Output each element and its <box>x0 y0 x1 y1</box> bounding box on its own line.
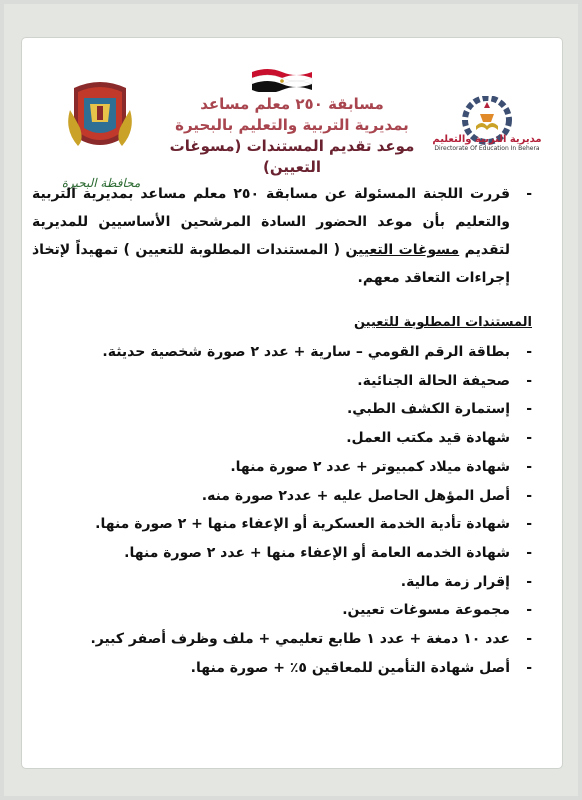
bullet-dash: - <box>526 186 532 202</box>
bullet-dash: - <box>526 659 532 676</box>
intro-paragraph <box>32 180 532 292</box>
education-directorate-logo-icon <box>432 96 542 166</box>
bullet-dash: - <box>526 544 532 561</box>
section-title: المستندات المطلوبة للتعيين <box>353 315 532 330</box>
bullet-dash: - <box>526 430 532 447</box>
list-item: - إستمارة الكشف الطبي. <box>32 395 532 424</box>
announcement-card <box>22 38 562 768</box>
announcement-title <box>142 94 442 178</box>
bullet-dash: - <box>526 631 532 648</box>
intro-text-part2: ( المستندات المطلوبة للتعيين ) تمهيداً لإتخاذ إجراءات التعاقد معهم. <box>32 242 510 286</box>
list-item: - أصل المؤهل الحاصل عليه + عدد٢ صورة منه. <box>32 482 532 511</box>
bullet-dash: - <box>526 516 532 533</box>
bullet-dash: - <box>526 573 532 590</box>
title-line-2: بمديرية التربية والتعليم بالبحيرة <box>175 116 409 134</box>
list-item: - شهادة ميلاد كمبيوتر + عدد ٢ صورة منها. <box>32 453 532 482</box>
list-item: - شهادة الخدمه العامة أو الإعفاء منها + عدد ٢ صورة منها. <box>32 539 532 568</box>
announcement-body <box>32 180 532 682</box>
list-item: - شهادة تأدية الخدمة العسكرية أو الإعفاء منها + ٢ صورة منها. <box>32 510 532 539</box>
beheira-governorate-caption: محافظة البحيرة <box>61 176 141 190</box>
intro-text-part1: قررت اللجنة المسئولة عن مسابقة ٢٥٠ معلم مساعد بمديرية التربية والتعليم بأن موعد الحضور السادة المرشحين الأساسيين للمديرية لتقديم <box>32 186 511 258</box>
title-line-1: مسابقة ٢٥٠ معلم مساعد <box>200 95 384 113</box>
list-item: - بطاقة الرقم القومي – سارية + عدد ٢ صورة شخصية حديثة. <box>32 338 532 367</box>
title-line-3: موعد تقديم المستندات (مسوغات التعيين) <box>169 137 415 176</box>
list-item: - إقرار زمة مالية. <box>32 568 532 597</box>
required-documents-list <box>32 338 532 682</box>
bullet-dash: - <box>526 602 532 619</box>
bullet-dash: - <box>526 458 532 475</box>
list-item: - مجموعة مسوغات تعيين. <box>32 596 532 625</box>
egypt-flag-icon <box>250 66 314 92</box>
bullet-dash: - <box>526 372 532 389</box>
intro-underlined-text: مسوغات التعيين <box>345 242 460 258</box>
directorate-name-ar: مديرية التربية والتعليم <box>432 134 542 145</box>
announcement-header <box>22 38 562 190</box>
education-directorate-label <box>432 134 542 152</box>
bullet-dash: - <box>526 344 532 360</box>
list-item: - شهادة قيد مكتب العمل. <box>32 424 532 453</box>
list-item: - صحيفة الحالة الجنائية. <box>32 367 532 396</box>
list-item: - أصل شهادة التأمين للمعاقين ٥٪ + صورة منها. <box>32 654 532 683</box>
directorate-name-en: Directorate Of Education In Behera <box>434 145 540 152</box>
bullet-dash: - <box>526 401 532 418</box>
bullet-dash: - <box>526 487 532 504</box>
beheira-governorate-logo-icon <box>64 80 136 170</box>
list-item: - عدد ١٠ دمغة + عدد ١ طابع تعليمي + ملف وظرف أصفر كبير. <box>32 625 532 654</box>
